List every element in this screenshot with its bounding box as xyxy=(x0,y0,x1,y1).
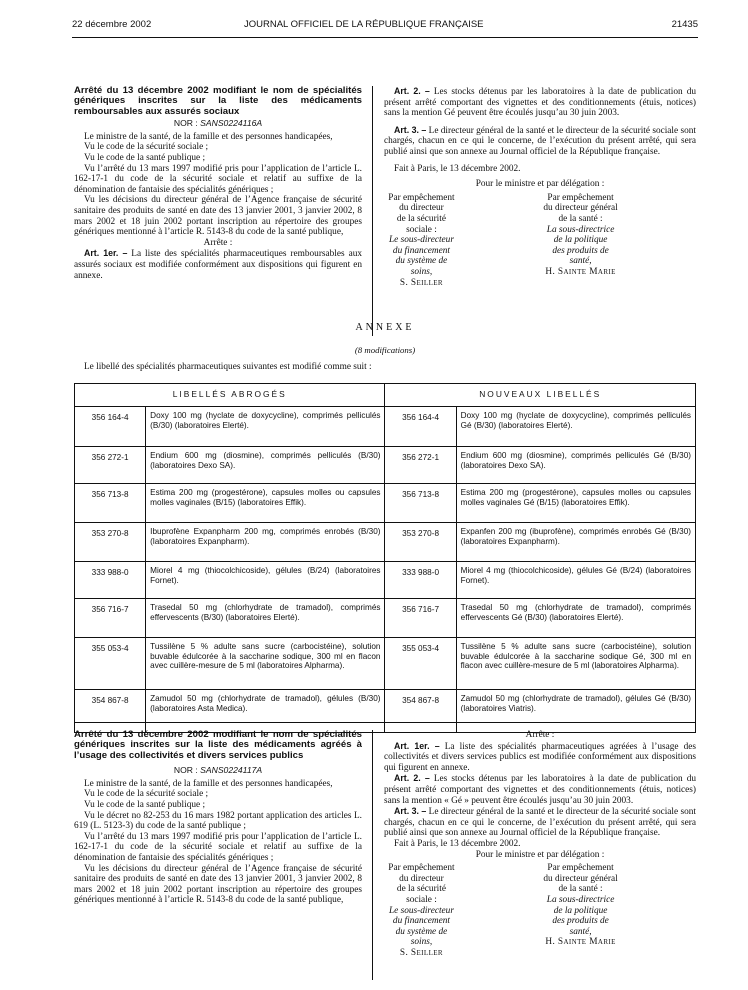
arrete2-title: Arrêté du 13 décembre 2002 modifiant le nom de spécialités génériques inscrites sur la liste des médicaments agréés à l’usage des collectivités et divers services publics xyxy=(74,729,362,761)
arrete2-para: Vu le code de la sécurité sociale ; xyxy=(84,789,209,800)
arrete2-nor: NOR : SANS0224117A xyxy=(173,765,263,776)
signature-right: Par empêchement du directeur général de la santé : La sous-directrice de la politique des produits de santé, H. Sainte Marie xyxy=(543,192,618,277)
table-row xyxy=(75,523,696,562)
arrete2-arrete: Arrête : xyxy=(525,730,555,740)
old-label: Trasedal 50 mg (chlorhydrate de tramadol), comprimés effervescents (B/30) (laboratoires Elerté). xyxy=(146,599,385,638)
signature-right: Par empêchement du directeur général de la santé : La sous-directrice de la politique des produits de santé, H. Sainte Marie xyxy=(543,863,618,948)
header-page-number: 21435 xyxy=(671,19,698,30)
new-code: 356 272-1 xyxy=(385,447,456,484)
arrete1-para: Vu le code de la santé publique ; xyxy=(84,153,206,163)
old-label: Tussilène 5 % adulte sans sucre (carbocistéine), solution buvable édulcorée à la saccharine sodique, 300 ml en flacon avec cuillère-mesure de 5 ml (laboratoires Alpharma). xyxy=(146,638,385,690)
signature-left: Par empêchement du directeur de la sécurité sociale : Le sous-directeur du financement du système de soins, S. Seiller xyxy=(388,192,455,288)
arrete2-right-column xyxy=(384,730,696,958)
arrete1-nor: NOR : SANS0224116A xyxy=(173,118,263,129)
arrete1-right-column xyxy=(384,86,696,288)
new-label: Estima 200 mg (progestérone), capsules molles ou capsules molles vaginales Gé (B/15) (laboratoires Effik). xyxy=(456,484,695,523)
annexe-modifications: (8 modifications) xyxy=(354,345,416,355)
table-row xyxy=(75,690,696,733)
new-code: 354 867-8 xyxy=(385,690,456,733)
arrete1-art2: Art. 2. – Les stocks détenus par les laboratoires à la date de publication du présent arrêté comportant des vignettes et des conditionnements (étuis, notices) sans la mention Gé peuvent être écoulés jusqu’au 30 juin 2003. xyxy=(384,86,696,119)
new-code: 356 713-8 xyxy=(385,484,456,523)
arrete2-para: Vu le décret no 82-253 du 16 mars 1982 portant application des articles L. 619 (L. 5123-3) du code de la santé publique ; xyxy=(74,810,362,832)
new-label: Trasedal 50 mg (chlorhydrate de tramadol), comprimés effervescents Gé (B/30) (laboratoires Elerté). xyxy=(456,599,695,638)
old-label: Endium 600 mg (diosmine), comprimés pelliculés (B/30) (laboratoires Dexo SA). xyxy=(146,447,385,484)
arrete2-para: Vu l’arrêté du 13 mars 1997 modifié pris pour l’application de l’article L. 162-17-1 du code de la sécurité sociale et relatif au suffixe de la dénomination de fantaisie des spécialités génériques ; xyxy=(74,831,362,863)
arrete2-fait: Fait à Paris, le 13 décembre 2002. xyxy=(394,838,521,849)
arrete1-para: Le ministre de la santé, de la famille et des personnes handicapées, xyxy=(84,131,333,142)
table-row xyxy=(75,447,696,484)
arrete2-signatures xyxy=(384,863,696,958)
new-label: Tussilène 5 % adulte sans sucre (carbocistéine), solution buvable édulcorée à la saccharine sodique Gé, 300 ml en flacon avec cuillère-mesure de 5 ml (laboratoires Alpharma). xyxy=(456,638,695,690)
table-row xyxy=(75,484,696,523)
arrete2-para: Le ministre de la santé, de la famille et des personnes handicapées, xyxy=(84,778,333,789)
arrete1-art3: Art. 3. – Le directeur général de la santé et le directeur de la sécurité sociale sont chargés, chacun en ce qui le concerne, de l’exécution du présent arrêté, qui sera publié ainsi que son annexe au Journal officiel de la République française. xyxy=(384,124,696,157)
new-label: Expanfen 200 mg (ibuprofène), comprimés enrobés Gé (B/30) (laboratoires Expanpharm). xyxy=(456,523,695,562)
old-code: 356 164-4 xyxy=(75,407,146,447)
table-row xyxy=(75,599,696,638)
arrete2-pour: Pour le ministre et par délégation : xyxy=(475,849,605,860)
old-code: 333 988-0 xyxy=(75,562,146,599)
arrete1-para: Vu l’arrêté du 13 mars 1997 modifié pris pour l’application de l’article L. 162-17-1 du code de la sécurité sociale et relatif au suffixe de la dénomination de fantaisie des spécialités génériques ; xyxy=(74,163,362,195)
new-label: Doxy 100 mg (hyclate de doxycycline), comprimés pelliculés Gé (B/30) (laboratoires Elerté). xyxy=(456,407,695,447)
arrete1-left-column xyxy=(74,86,362,281)
old-label: Ibuprofène Expanpharm 200 mg, comprimés enrobés (B/30) (laboratoires Expanpharm). xyxy=(146,523,385,562)
table-row xyxy=(75,638,696,690)
table-row xyxy=(75,407,696,447)
old-code: 355 053-4 xyxy=(75,638,146,690)
arrete1-arrete: Arrête : xyxy=(203,237,233,248)
header-libelles-abroges: LIBELLÉS ABROGÉS xyxy=(75,384,385,407)
arrete2-art1: Art. 1er. – La liste des spécialités pharmaceutiques agréées à l’usage des collectivités et divers services publics est modifiée conformément aux dispositions qui figurent en annexe. xyxy=(384,740,697,773)
arrete1-fait: Fait à Paris, le 13 décembre 2002. xyxy=(394,163,521,174)
old-label: Miorel 4 mg (thiocolchicoside), gélules (B/24) (laboratoires Fornet). xyxy=(146,562,385,599)
old-code: 356 716-7 xyxy=(75,599,146,638)
new-code: 355 053-4 xyxy=(385,638,456,690)
old-label: Zamudol 50 mg (chlorhydrate de tramadol), gélules (B/30) (laboratoires Asta Medica). xyxy=(146,690,385,733)
signature-left: Par empêchement du directeur de la sécurité sociale : Le sous-directeur du financement du système de soins, S. Seiller xyxy=(388,863,455,958)
header-rule xyxy=(72,37,698,38)
new-label: Zamudol 50 mg (chlorhydrate de tramadol), gélules Gé (B/30) (laboratoires Viatris). xyxy=(456,690,695,733)
arrete1-title: Arrêté du 13 décembre 2002 modifiant le nom de spécialités génériques inscrites sur la liste des médicaments remboursables aux assurés sociaux xyxy=(74,85,362,117)
header-nouveaux-libelles: NOUVEAUX LIBELLÉS xyxy=(385,384,696,407)
old-code: 353 270-8 xyxy=(75,523,146,562)
column-divider xyxy=(372,86,373,336)
new-label: Endium 600 mg (diosmine), comprimés pelliculés Gé (B/30) (laboratoires Dexo SA). xyxy=(456,447,695,484)
header-journal: JOURNAL OFFICIEL DE LA RÉPUBLIQUE FRANÇAISE xyxy=(244,19,484,30)
section-rule xyxy=(74,722,696,723)
arrete2-art2: Art. 2. – Les stocks détenus par les laboratoires à la date de publication du présent arrêté comportant des vignettes et des conditionnements (étuis, notices) sans la mention « Gé » peuvent être écoulés jusqu’au 30 juin 2003. xyxy=(384,773,696,806)
old-label: Estima 200 mg (progestérone), capsules molles ou capsules molles vaginales (B/15) (laboratoires Effik). xyxy=(146,484,385,523)
arrete1-art1: Art. 1er. – La liste des spécialités pharmaceutiques remboursables aux assurés sociaux est modifiée conformément aux dispositions qui figurent en annexe. xyxy=(74,248,362,281)
arrete1-para: Vu les décisions du directeur général de l’Agence française de sécurité sanitaire des produits de santé en date des 13 janvier 2001, 3 janvier 2002, 8 mars 2002 et 18 juin 2002 portant inscription au répertoire des groupes génériques mentionné à l’article R. 5143-8 du code de la santé publique, xyxy=(74,195,362,238)
old-label: Doxy 100 mg (hyclate de doxycycline), comprimés pelliculés (B/30) (laboratoires Elerté). xyxy=(146,407,385,447)
arrete2-para: Vu le code de la santé publique ; xyxy=(84,800,206,810)
table-row xyxy=(75,562,696,599)
annexe-intro-wrap xyxy=(74,362,696,373)
page-header xyxy=(72,20,698,34)
new-label: Miorel 4 mg (thiocolchicoside), gélules Gé (B/24) (laboratoires Fornet). xyxy=(456,562,695,599)
column-divider xyxy=(372,730,373,980)
old-code: 356 713-8 xyxy=(75,484,146,523)
arrete1-signatures xyxy=(384,193,696,288)
new-code: 353 270-8 xyxy=(385,523,456,562)
annexe-table xyxy=(74,383,696,733)
table-header-row xyxy=(75,384,696,407)
new-code: 356 164-4 xyxy=(385,407,456,447)
old-code: 354 867-8 xyxy=(75,690,146,733)
new-code: 333 988-0 xyxy=(385,562,456,599)
arrete2-para: Vu les décisions du directeur général de l’Agence française de sécurité sanitaire des produits de santé en date des 13 janvier 2001, 3 janvier 2002, 8 mars 2002 et 18 juin 2002 portant inscription au répertoire des groupes génériques mentionné à l’article R. 5143-8 du code de la santé publique, xyxy=(74,863,362,906)
arrete2-art3: Art. 3. – Le directeur général de la santé et le directeur de la sécurité sociale sont chargés, chacun en ce qui le concerne, de l’exécution du présent arrêté, qui sera publié ainsi que son annexe au Journal officiel de la République française. xyxy=(384,806,696,839)
annexe-title: ANNEXE xyxy=(355,322,415,333)
arrete1-pour: Pour le ministre et par délégation : xyxy=(475,179,605,190)
annexe-intro: Le libellé des spécialités pharmaceutiques suivantes est modifié comme suit : xyxy=(84,362,372,372)
arrete2-left-column xyxy=(74,730,362,906)
arrete1-para: Vu le code de la sécurité sociale ; xyxy=(84,142,209,153)
old-code: 356 272-1 xyxy=(75,447,146,484)
header-date: 22 décembre 2002 xyxy=(72,19,152,30)
new-code: 356 716-7 xyxy=(385,599,456,638)
